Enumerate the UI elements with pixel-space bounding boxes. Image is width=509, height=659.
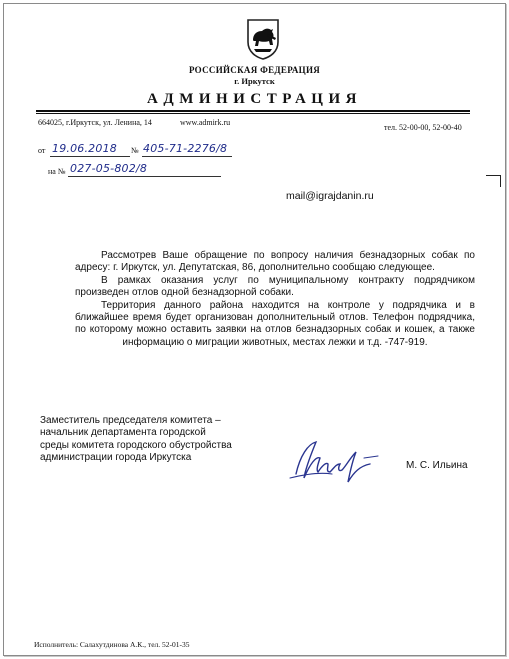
letter-paragraph: В рамках оказания услуг по муниципальному контракту подрядчиком произведен отлов одной безнадзорной собаки. [75, 274, 475, 299]
registration-number: 405-71-2276/8 [143, 142, 228, 155]
website-link[interactable]: www.admirk.ru [180, 118, 231, 127]
signatory-name: М. С. Ильина [406, 460, 468, 471]
reply-number: 027-05-802/8 [70, 162, 148, 175]
irkutsk-coat-of-arms-icon [246, 18, 280, 60]
organization-title: АДМИНИСТРАЦИЯ [147, 91, 362, 107]
phone-numbers: тел. 52-00-00, 52-00-40 [384, 123, 462, 132]
date-label: от [38, 146, 46, 155]
city-heading: г. Иркутск [234, 76, 275, 86]
handwritten-signature [286, 434, 382, 486]
address-corner-mark-icon [486, 175, 501, 187]
position-line: Заместитель председателя комитета – [40, 415, 221, 426]
reply-number-label: на № [48, 167, 66, 176]
federation-heading: РОССИЙСКАЯ ФЕДЕРАЦИЯ [188, 65, 321, 75]
postal-address: 664025, г.Иркутск, ул. Ленина, 14 [38, 118, 152, 127]
position-line: среды комитета городского обустройства [40, 439, 232, 451]
letter-paragraph: Рассмотрев Ваше обращение по вопросу наличия безнадзорных собак по адресу: г. Иркутск, ул. Депутатская, 86, дополнительно сообщаю следующее. [75, 250, 475, 274]
letter-paragraph: Территория данного района находится на контроле у подрядчика и в ближайшее время будет организован дополнительный отлов. Телефон подрядчика, по которому можно оставить заявки на отлов безнадзорных собак и кошек, а также информацию о миграции животных, местах лежки и т.д. -747-919. [75, 299, 475, 348]
header-rule-thin [36, 113, 470, 114]
executor-info: Исполнитель: Салахутдинова А.К., тел. 52-01-35 [34, 640, 190, 649]
letter-body [75, 250, 475, 349]
position-line: администрации города Иркутска [40, 452, 192, 464]
number-underline [142, 156, 232, 157]
registration-date: 19.06.2018 [52, 142, 117, 155]
position-line: начальник департамента городской [40, 427, 206, 439]
signatory-position [40, 415, 232, 465]
number-label: № [131, 146, 139, 155]
reply-number-underline [68, 176, 221, 177]
date-underline [50, 156, 130, 157]
recipient-email: mail@igrajdanin.ru [286, 190, 374, 202]
header-rule-thick [36, 110, 470, 112]
